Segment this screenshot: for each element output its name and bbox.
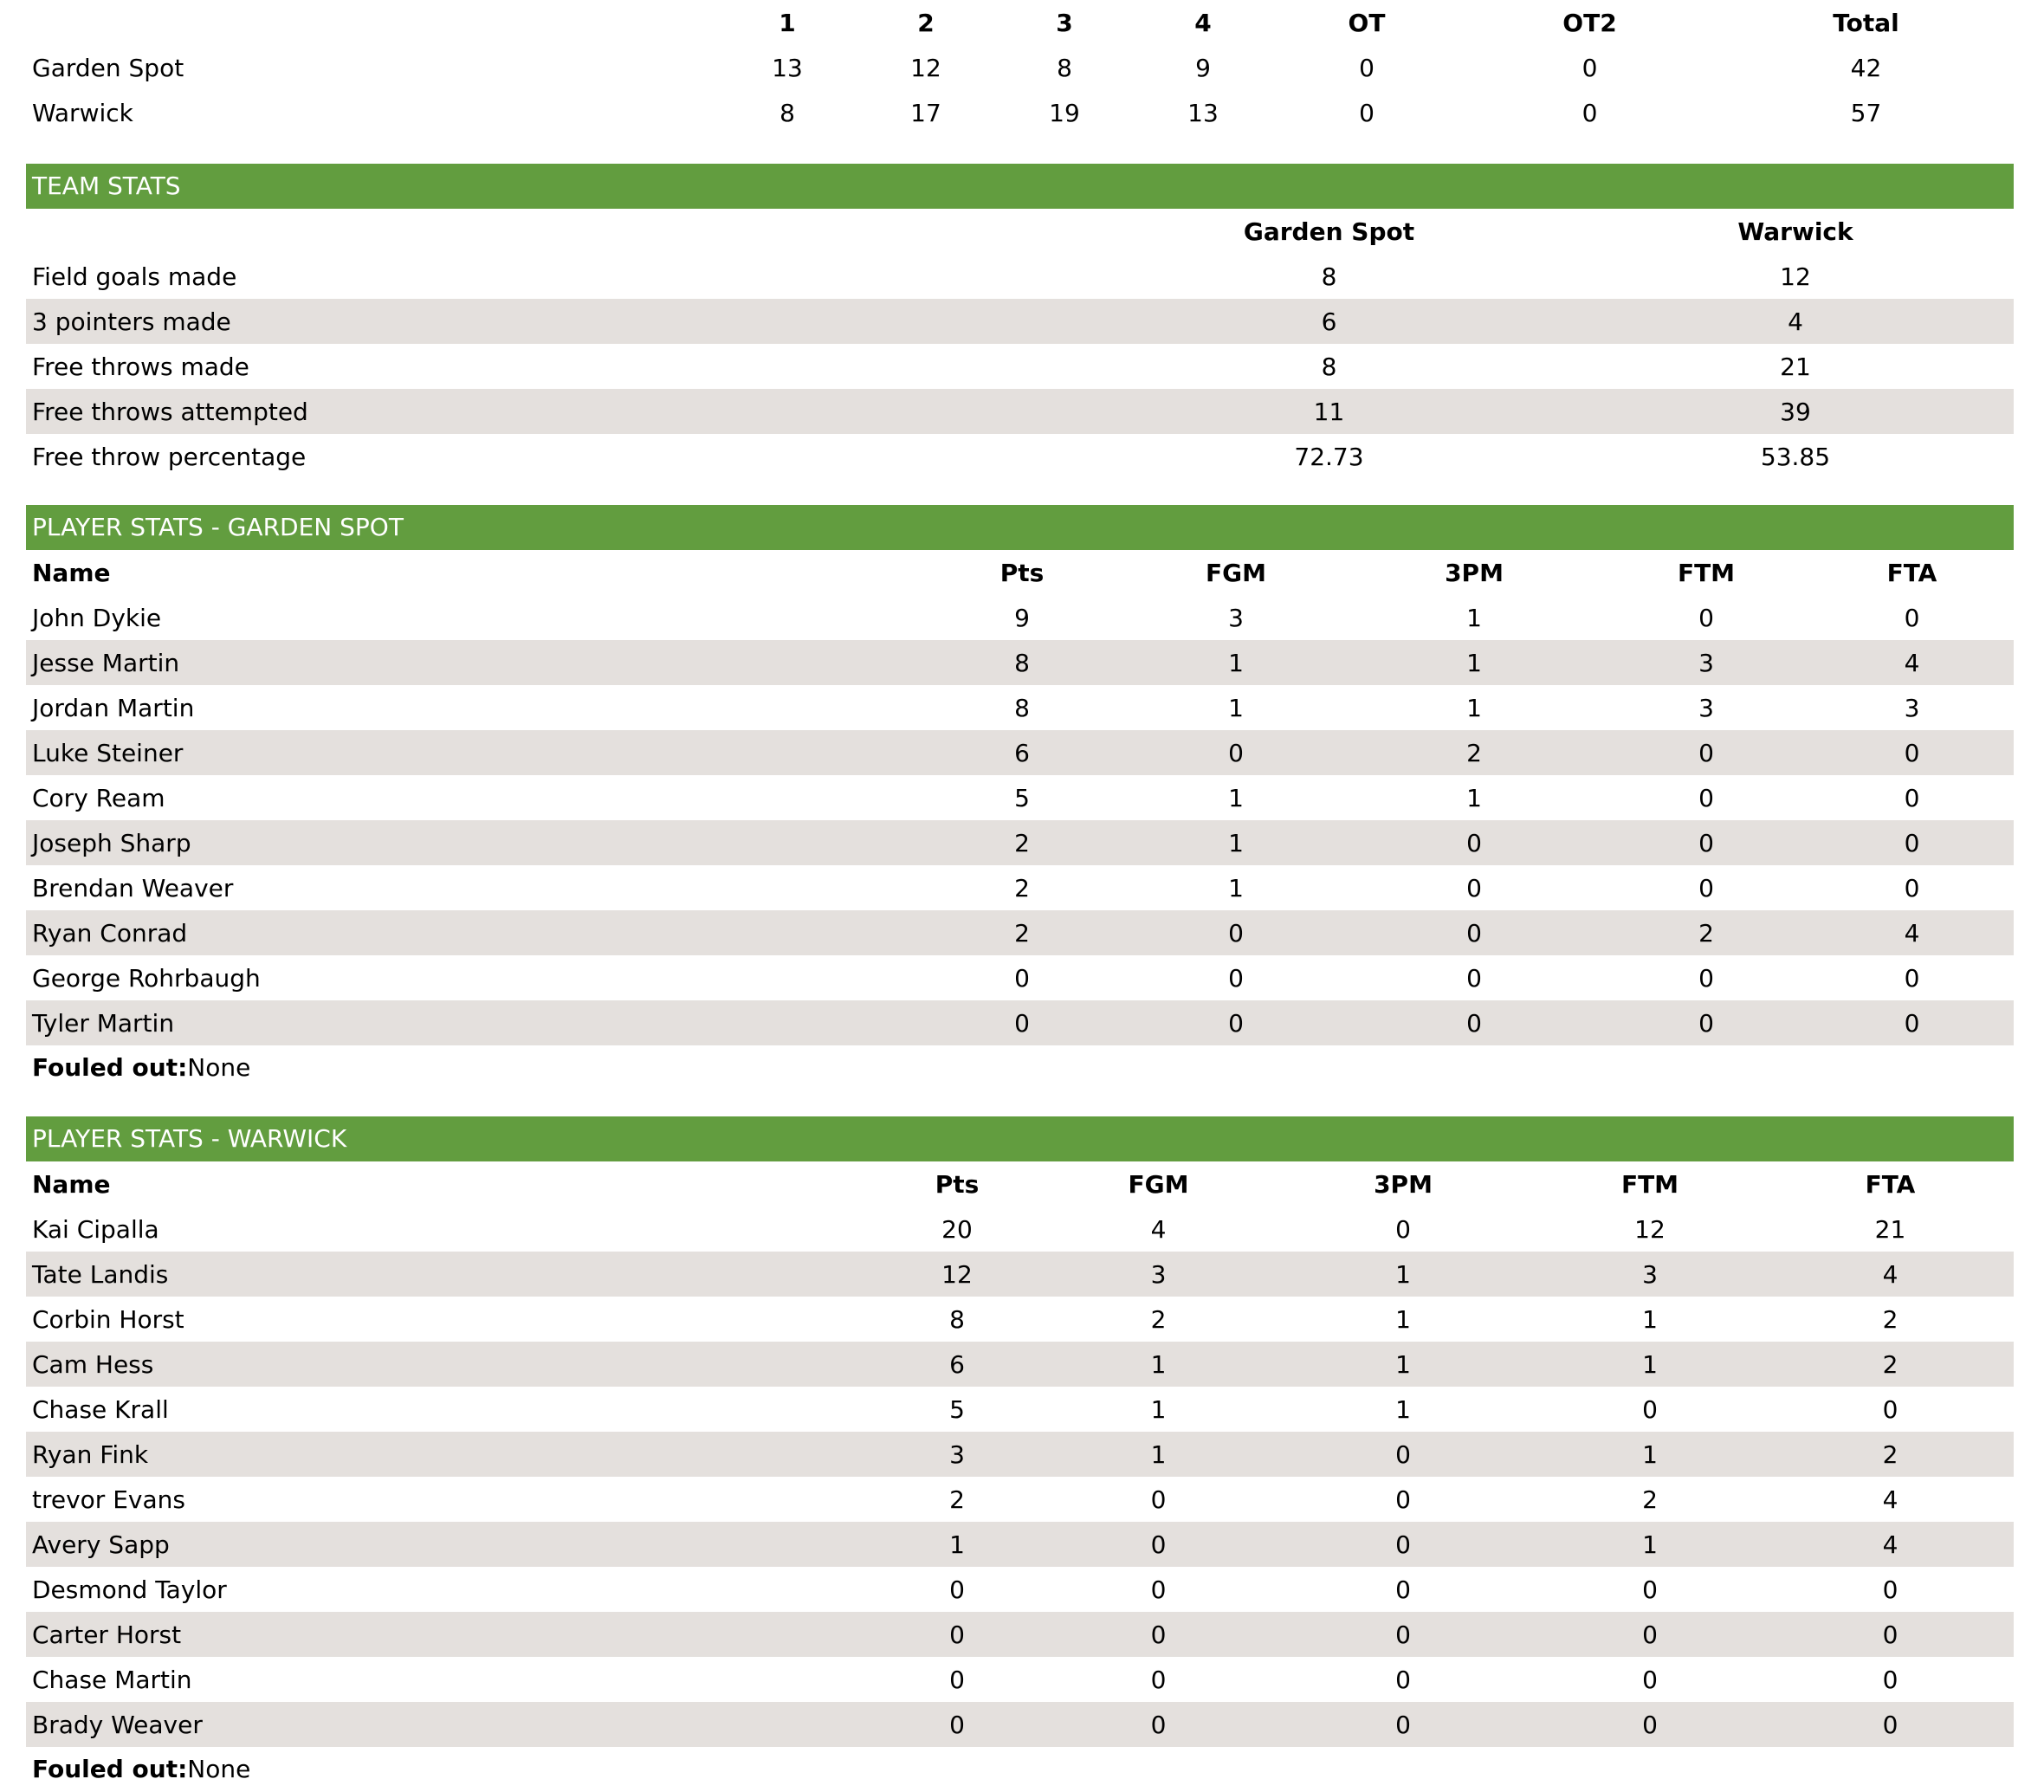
player-fgm: 0 xyxy=(1126,730,1346,775)
box-score xyxy=(26,0,2014,1792)
player-name: Tyler Martin xyxy=(26,1000,918,1045)
stat-label: Free throws made xyxy=(32,352,249,381)
quarter-score: 9 xyxy=(1195,53,1211,82)
stat-value: 11 xyxy=(1081,389,1577,434)
player-pts: 2 xyxy=(918,910,1126,955)
player-pts: 0 xyxy=(870,1612,1044,1657)
col-header-ftm: FTM xyxy=(1677,558,1736,587)
stat-value: 12 xyxy=(1780,262,1811,291)
quarter-score: 13 xyxy=(1187,98,1219,127)
col-header-fta: FTA xyxy=(1886,558,1937,587)
player-row xyxy=(26,1342,2014,1387)
player-row xyxy=(26,1387,2014,1432)
player-fgm: 3 xyxy=(1228,603,1244,632)
player-ftm: 3 xyxy=(1698,693,1714,722)
player-fgm: 1 xyxy=(1228,873,1244,902)
quarter-score: 19 xyxy=(1049,98,1080,127)
player-row xyxy=(26,1612,2014,1657)
player-fgm: 0 xyxy=(1044,1522,1273,1567)
player-row xyxy=(26,685,2014,730)
garden-spot-player-stats-header: PLAYER STATS - GARDEN SPOT xyxy=(26,505,2014,550)
player-ftm: 1 xyxy=(1533,1522,1767,1567)
player-name: Tate Landis xyxy=(26,1252,870,1297)
player-pts: 6 xyxy=(870,1342,1044,1387)
player-row xyxy=(26,1477,2014,1522)
player-name: Corbin Horst xyxy=(32,1304,184,1334)
player-pts: 0 xyxy=(918,1000,1126,1045)
player-fgm: 0 xyxy=(1228,963,1244,993)
player-row xyxy=(26,775,2014,820)
player-row xyxy=(26,1567,2014,1612)
player-row xyxy=(26,1522,2014,1567)
warwick-player-rows xyxy=(26,1207,2014,1747)
player-fta: 0 xyxy=(1882,1575,1898,1604)
team-name: Garden Spot xyxy=(32,53,184,82)
fouled-out-label: Fouled out: xyxy=(32,1755,188,1783)
player-3pm: 0 xyxy=(1466,963,1482,993)
fouled-out-label: Fouled out: xyxy=(32,1053,188,1082)
player-row xyxy=(26,730,2014,775)
player-fta: 2 xyxy=(1767,1342,2014,1387)
player-ftm: 0 xyxy=(1698,963,1714,993)
player-3pm: 0 xyxy=(1395,1665,1411,1694)
player-ftm: 3 xyxy=(1602,640,1810,685)
player-fta: 0 xyxy=(1882,1665,1898,1694)
player-fgm: 3 xyxy=(1044,1252,1273,1297)
fouled-out-value: None xyxy=(187,1755,251,1783)
line-score-header-q3: 3 xyxy=(1056,8,1073,37)
player-row xyxy=(26,595,2014,640)
player-fta: 4 xyxy=(1767,1252,2014,1297)
player-name: Kai Cipalla xyxy=(32,1214,159,1244)
player-row xyxy=(26,1432,2014,1477)
player-fta: 4 xyxy=(1810,910,2014,955)
player-ftm: 0 xyxy=(1602,1000,1810,1045)
warwick-fouled-out xyxy=(26,1747,2014,1792)
stat-value: 72.73 xyxy=(1294,442,1364,471)
line-score-header-total: Total xyxy=(1833,8,1899,37)
stat-label: Field goals made xyxy=(32,262,237,291)
player-ftm: 0 xyxy=(1602,730,1810,775)
team-stat-row xyxy=(26,434,2014,479)
player-fgm: 1 xyxy=(1150,1394,1167,1424)
player-3pm: 1 xyxy=(1273,1252,1533,1297)
player-fta: 0 xyxy=(1810,730,2014,775)
player-3pm: 0 xyxy=(1346,910,1602,955)
player-pts: 0 xyxy=(1014,963,1030,993)
player-fgm: 2 xyxy=(1150,1304,1167,1334)
player-3pm: 0 xyxy=(1273,1522,1533,1567)
player-pts: 1 xyxy=(870,1522,1044,1567)
col-header-pts: Pts xyxy=(999,558,1045,587)
player-ftm: 0 xyxy=(1533,1612,1767,1657)
player-fta: 0 xyxy=(1767,1702,2014,1747)
player-ftm: 0 xyxy=(1698,873,1714,902)
col-header-ftm: FTM xyxy=(1620,1169,1679,1199)
player-fta: 0 xyxy=(1882,1394,1898,1424)
fouled-out-value: None xyxy=(187,1053,251,1082)
team-stat-row xyxy=(26,344,2014,389)
line-score-header-q1: 1 xyxy=(779,8,796,37)
line-score-header-team xyxy=(26,0,718,45)
garden-spot-player-table xyxy=(26,550,2014,1045)
player-ftm: 2 xyxy=(1602,910,1810,955)
player-fta: 0 xyxy=(1904,603,1920,632)
player-pts: 8 xyxy=(1014,693,1030,722)
player-row xyxy=(26,1702,2014,1747)
player-row xyxy=(26,640,2014,685)
player-name: Desmond Taylor xyxy=(32,1575,227,1604)
player-ftm: 0 xyxy=(1533,1702,1767,1747)
player-row xyxy=(26,1000,2014,1045)
quarter-score: 8 xyxy=(1057,53,1072,82)
player-fgm: 0 xyxy=(1150,1665,1167,1694)
player-fgm: 1 xyxy=(1126,820,1346,865)
line-score-header-row xyxy=(26,0,2014,45)
player-pts: 20 xyxy=(941,1214,973,1244)
player-row xyxy=(26,1297,2014,1342)
player-name: Cam Hess xyxy=(26,1342,870,1387)
stat-label: Free throw percentage xyxy=(32,442,307,471)
player-pts: 0 xyxy=(949,1575,965,1604)
player-fgm: 0 xyxy=(1126,910,1346,955)
team-name: Warwick xyxy=(32,98,133,127)
player-name: Ryan Fink xyxy=(26,1432,870,1477)
stat-value: 8 xyxy=(1321,352,1337,381)
player-fgm: 0 xyxy=(1044,1612,1273,1657)
line-score-header-q2: 2 xyxy=(917,8,935,37)
line-score-row xyxy=(26,90,2014,135)
player-fta: 2 xyxy=(1767,1432,2014,1477)
player-pts: 5 xyxy=(1014,783,1030,812)
quarter-score: 17 xyxy=(910,98,941,127)
team-stats-header-warwick: Warwick xyxy=(1737,217,1853,246)
col-header-fgm: FGM xyxy=(1206,558,1266,587)
player-fta: 21 xyxy=(1874,1214,1906,1244)
player-fgm: 1 xyxy=(1044,1342,1273,1387)
quarter-score: 0 xyxy=(1359,53,1375,82)
player-pts: 0 xyxy=(870,1702,1044,1747)
player-fgm: 4 xyxy=(1150,1214,1167,1244)
player-ftm: 0 xyxy=(1602,820,1810,865)
player-pts: 5 xyxy=(949,1394,965,1424)
player-row xyxy=(26,865,2014,910)
player-fta: 0 xyxy=(1904,873,1920,902)
col-header-name: Name xyxy=(32,558,111,587)
player-ftm: 1 xyxy=(1642,1304,1658,1334)
player-3pm: 0 xyxy=(1273,1432,1533,1477)
line-score-header-q4: 4 xyxy=(1194,8,1212,37)
player-name: trevor Evans xyxy=(32,1485,185,1514)
line-score-header-ot: OT xyxy=(1348,8,1386,37)
player-fgm: 0 xyxy=(1126,1000,1346,1045)
player-name: Carter Horst xyxy=(26,1612,870,1657)
quarter-score: 13 xyxy=(772,53,803,82)
player-fgm: 1 xyxy=(1228,693,1244,722)
player-pts: 3 xyxy=(870,1432,1044,1477)
col-header-3pm: 3PM xyxy=(1374,1169,1433,1199)
col-header-fta: FTA xyxy=(1865,1169,1916,1199)
player-ftm: 1 xyxy=(1533,1432,1767,1477)
player-3pm: 0 xyxy=(1395,1214,1411,1244)
stat-value: 6 xyxy=(1081,299,1577,344)
player-ftm: 3 xyxy=(1533,1252,1767,1297)
player-name: Brady Weaver xyxy=(26,1702,870,1747)
line-score-row xyxy=(26,45,2014,90)
quarter-score: 0 xyxy=(1582,98,1598,127)
stat-value: 21 xyxy=(1780,352,1811,381)
total-score: 42 xyxy=(1850,53,1882,82)
quarter-score: 0 xyxy=(1359,98,1375,127)
player-name: Cory Ream xyxy=(32,783,165,812)
player-fta: 2 xyxy=(1882,1304,1898,1334)
col-header-fgm: FGM xyxy=(1128,1169,1189,1199)
player-row xyxy=(26,955,2014,1000)
player-name: Joseph Sharp xyxy=(26,820,918,865)
player-row xyxy=(26,1252,2014,1297)
player-row xyxy=(26,820,2014,865)
player-fta: 0 xyxy=(1810,820,2014,865)
player-fgm: 1 xyxy=(1228,783,1244,812)
player-name: Avery Sapp xyxy=(26,1522,870,1567)
warwick-player-table xyxy=(26,1161,2014,1747)
player-pts: 8 xyxy=(949,1304,965,1334)
player-pts: 2 xyxy=(918,820,1126,865)
player-name: Brendan Weaver xyxy=(32,873,234,902)
player-fgm: 0 xyxy=(1150,1485,1167,1514)
player-fta: 4 xyxy=(1882,1485,1898,1514)
player-ftm: 12 xyxy=(1634,1214,1666,1244)
player-name: Luke Steiner xyxy=(26,730,918,775)
player-fta: 4 xyxy=(1767,1522,2014,1567)
player-ftm: 0 xyxy=(1698,603,1714,632)
team-stats-header-garden-spot: Garden Spot xyxy=(1243,217,1415,246)
player-fgm: 0 xyxy=(1044,1702,1273,1747)
player-pts: 2 xyxy=(1014,873,1030,902)
player-ftm: 0 xyxy=(1642,1575,1658,1604)
quarter-score: 8 xyxy=(779,98,795,127)
player-name: Jesse Martin xyxy=(26,640,918,685)
player-table-header-row xyxy=(26,550,2014,595)
garden-spot-fouled-out xyxy=(26,1045,2014,1090)
player-pts: 9 xyxy=(1014,603,1030,632)
team-stats-header-row xyxy=(26,209,2014,254)
player-fgm: 1 xyxy=(1126,640,1346,685)
player-name: John Dykie xyxy=(32,603,162,632)
player-pts: 6 xyxy=(918,730,1126,775)
player-ftm: 0 xyxy=(1642,1665,1658,1694)
player-row xyxy=(26,1207,2014,1252)
player-fta: 0 xyxy=(1904,783,1920,812)
player-3pm: 0 xyxy=(1273,1702,1533,1747)
player-fta: 0 xyxy=(1904,963,1920,993)
col-header-name: Name xyxy=(32,1169,111,1199)
player-fta: 4 xyxy=(1810,640,2014,685)
player-fta: 3 xyxy=(1904,693,1920,722)
player-ftm: 0 xyxy=(1698,783,1714,812)
stat-value: 39 xyxy=(1577,389,2014,434)
player-3pm: 0 xyxy=(1466,873,1482,902)
player-ftm: 2 xyxy=(1642,1485,1658,1514)
stat-label: 3 pointers made xyxy=(26,299,1081,344)
player-ftm: 1 xyxy=(1533,1342,1767,1387)
col-header-pts: Pts xyxy=(935,1169,980,1199)
quarter-score: 0 xyxy=(1582,53,1598,82)
player-3pm: 1 xyxy=(1346,640,1602,685)
player-3pm: 1 xyxy=(1273,1342,1533,1387)
player-pts: 8 xyxy=(918,640,1126,685)
player-fta: 0 xyxy=(1810,1000,2014,1045)
player-name: George Rohrbaugh xyxy=(32,963,261,993)
player-3pm: 0 xyxy=(1395,1485,1411,1514)
team-stats-header-label xyxy=(26,209,1081,254)
team-stats-header: TEAM STATS xyxy=(26,164,2014,209)
player-3pm: 1 xyxy=(1466,603,1482,632)
team-stats-table xyxy=(26,209,2014,479)
garden-spot-player-rows xyxy=(26,595,2014,1045)
player-pts: 12 xyxy=(870,1252,1044,1297)
line-score-header-ot2: OT2 xyxy=(1562,8,1617,37)
player-3pm: 1 xyxy=(1395,1304,1411,1334)
line-score-table xyxy=(26,0,2014,135)
player-fgm: 1 xyxy=(1044,1432,1273,1477)
player-3pm: 0 xyxy=(1273,1612,1533,1657)
player-fgm: 0 xyxy=(1150,1575,1167,1604)
total-score: 57 xyxy=(1850,98,1882,127)
player-name: Ryan Conrad xyxy=(26,910,918,955)
team-stat-row xyxy=(26,254,2014,299)
player-3pm: 1 xyxy=(1466,693,1482,722)
player-3pm: 1 xyxy=(1466,783,1482,812)
player-3pm: 1 xyxy=(1395,1394,1411,1424)
player-name: Jordan Martin xyxy=(32,693,195,722)
team-stat-row xyxy=(26,389,2014,434)
player-table-header-row xyxy=(26,1161,2014,1207)
player-3pm: 0 xyxy=(1346,820,1602,865)
player-3pm: 0 xyxy=(1346,1000,1602,1045)
team-stat-row xyxy=(26,299,2014,344)
player-3pm: 2 xyxy=(1346,730,1602,775)
stat-value: 8 xyxy=(1321,262,1337,291)
player-3pm: 0 xyxy=(1395,1575,1411,1604)
player-fta: 0 xyxy=(1767,1612,2014,1657)
stat-label: Free throws attempted xyxy=(26,389,1081,434)
player-row xyxy=(26,910,2014,955)
col-header-3pm: 3PM xyxy=(1445,558,1504,587)
stat-value: 4 xyxy=(1577,299,2014,344)
warwick-player-stats-header: PLAYER STATS - WARWICK xyxy=(26,1116,2014,1161)
player-ftm: 0 xyxy=(1642,1394,1658,1424)
player-name: Chase Krall xyxy=(32,1394,169,1424)
stat-value: 53.85 xyxy=(1760,442,1831,471)
player-pts: 2 xyxy=(949,1485,965,1514)
player-row xyxy=(26,1657,2014,1702)
player-name: Chase Martin xyxy=(32,1665,192,1694)
player-pts: 0 xyxy=(949,1665,965,1694)
quarter-score: 12 xyxy=(910,53,941,82)
